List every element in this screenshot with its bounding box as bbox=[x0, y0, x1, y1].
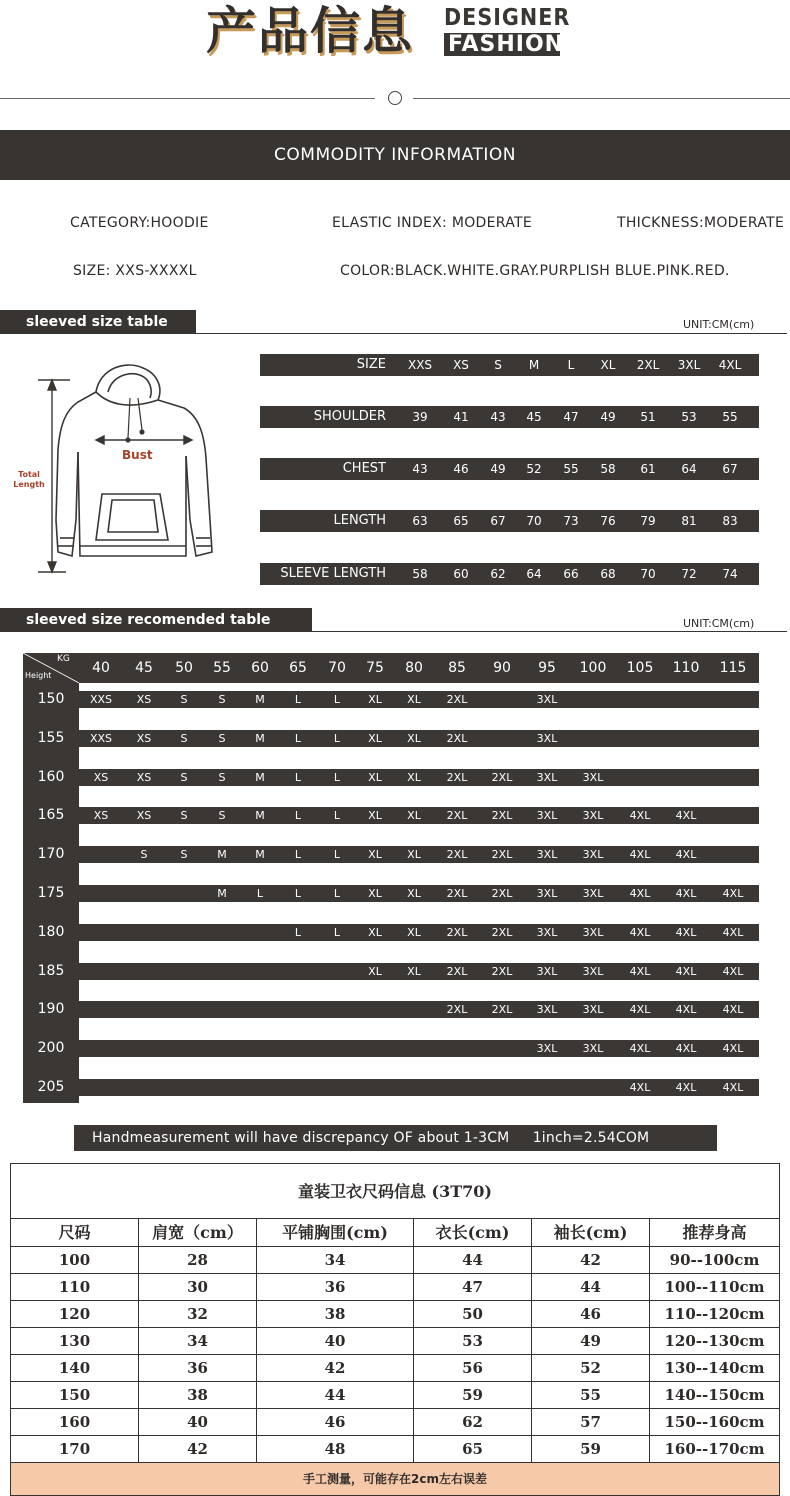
recommend-cell: 2XL bbox=[491, 1003, 513, 1016]
size-table-row bbox=[260, 563, 759, 585]
recommend-cell: S bbox=[180, 771, 188, 784]
recommend-cell: 4XL bbox=[722, 965, 744, 978]
kids-cell: 55 bbox=[532, 1382, 650, 1408]
kids-table-footer: 手工测量，可能存在2cm左右误差 bbox=[11, 1463, 779, 1495]
recommend-table-tab: sleeved size recomended table bbox=[0, 608, 312, 632]
recommend-cell: 3XL bbox=[582, 926, 604, 939]
size-cell: 81 bbox=[681, 514, 697, 528]
recommend-cell: 2XL bbox=[446, 926, 468, 939]
size-cell: 68 bbox=[600, 567, 616, 581]
size-table-unit: UNIT:CM(cm) bbox=[683, 318, 755, 331]
size-cell: 3XL bbox=[677, 358, 701, 372]
size-cell: 46 bbox=[453, 462, 469, 476]
kids-header-cell: 袖长(cm) bbox=[532, 1219, 650, 1246]
size-cell: 41 bbox=[453, 410, 469, 424]
size-cell: 67 bbox=[722, 462, 738, 476]
kids-cell: 47 bbox=[414, 1274, 532, 1300]
recommend-cell: XL bbox=[368, 771, 382, 784]
size-cell: 43 bbox=[490, 410, 506, 424]
info-size: SIZE: XXS-XXXXL bbox=[73, 263, 197, 279]
recommend-table-rule bbox=[0, 631, 787, 632]
recommend-cell: 2XL bbox=[491, 771, 513, 784]
recommend-cell: 3XL bbox=[536, 848, 558, 861]
recommend-cell: XS bbox=[93, 809, 109, 822]
height-value: 175 bbox=[37, 885, 65, 901]
kids-cell: 100--110cm bbox=[664, 1278, 765, 1296]
recommend-cell: 3XL bbox=[536, 693, 558, 706]
kg-header-cell: 55 bbox=[213, 660, 231, 676]
recommend-cell: S bbox=[180, 693, 188, 706]
kids-cell: 44 bbox=[532, 1274, 650, 1300]
size-cell: 61 bbox=[640, 462, 656, 476]
kg-corner-label: KG bbox=[57, 654, 70, 664]
table-row bbox=[11, 1247, 779, 1274]
size-cell: 51 bbox=[640, 410, 656, 424]
recommend-cell: M bbox=[217, 887, 227, 900]
recommend-cell: 2XL bbox=[446, 771, 468, 784]
recommend-cell: XS bbox=[93, 771, 109, 784]
height-corner-label: Height bbox=[25, 671, 52, 680]
kids-size-table bbox=[10, 1163, 780, 1496]
recommend-cell: 2XL bbox=[446, 887, 468, 900]
divider-left bbox=[0, 98, 375, 99]
height-value: 150 bbox=[37, 691, 65, 707]
recommend-cell: XL bbox=[407, 693, 421, 706]
recommend-cell: L bbox=[333, 771, 341, 784]
size-row-label: LENGTH bbox=[333, 513, 386, 528]
recommend-cell: S bbox=[218, 771, 226, 784]
size-cell: 76 bbox=[600, 514, 616, 528]
recommend-cell: 2XL bbox=[491, 887, 513, 900]
kg-header-cell: 40 bbox=[92, 660, 110, 676]
size-cell: 65 bbox=[453, 514, 469, 528]
recommend-cell: L bbox=[294, 926, 302, 939]
size-cell: 58 bbox=[412, 567, 428, 581]
bust-label: Bust bbox=[122, 448, 153, 462]
recommend-cell: 4XL bbox=[629, 926, 651, 939]
recommend-cell: 3XL bbox=[582, 809, 604, 822]
size-cell: 64 bbox=[526, 567, 542, 581]
size-cell: 43 bbox=[412, 462, 428, 476]
recommend-cell: 3XL bbox=[536, 1042, 558, 1055]
kids-cell: 38 bbox=[139, 1382, 257, 1408]
recommend-cell: 3XL bbox=[582, 1003, 604, 1016]
kids-cell: 53 bbox=[414, 1328, 532, 1354]
recommend-cell: 3XL bbox=[582, 887, 604, 900]
recommend-cell: M bbox=[255, 848, 265, 861]
kids-cell: 32 bbox=[139, 1301, 257, 1327]
recommend-cell: XS bbox=[136, 693, 152, 706]
size-table-row bbox=[260, 354, 759, 376]
recommend-cell: XL bbox=[407, 732, 421, 745]
recommend-cell: 4XL bbox=[722, 1003, 744, 1016]
recommend-cell: 2XL bbox=[446, 809, 468, 822]
recommend-cell: 4XL bbox=[629, 965, 651, 978]
recommend-cell: L bbox=[333, 926, 341, 939]
size-cell: 58 bbox=[600, 462, 616, 476]
recommend-cell: L bbox=[333, 887, 341, 900]
size-cell: 74 bbox=[722, 567, 738, 581]
recommend-cell: L bbox=[294, 693, 302, 706]
recommend-cell: XL bbox=[407, 848, 421, 861]
recommend-cell: 3XL bbox=[536, 809, 558, 822]
recommend-cell: XL bbox=[368, 926, 382, 939]
size-cell: 52 bbox=[526, 462, 542, 476]
kids-cell: 48 bbox=[257, 1436, 414, 1462]
kg-header-cell: 60 bbox=[251, 660, 269, 676]
kg-header-cell: 65 bbox=[289, 660, 307, 676]
recommend-cell: L bbox=[256, 887, 264, 900]
kids-cell: 110 bbox=[11, 1274, 139, 1300]
size-cell: 79 bbox=[640, 514, 656, 528]
recommend-cell: 3XL bbox=[582, 771, 604, 784]
recommend-cell: 3XL bbox=[536, 771, 558, 784]
recommend-cell: 4XL bbox=[722, 887, 744, 900]
recommend-cell: 2XL bbox=[491, 848, 513, 861]
size-cell: 55 bbox=[722, 410, 738, 424]
kids-cell: 59 bbox=[414, 1382, 532, 1408]
size-cell: XL bbox=[600, 358, 616, 372]
kids-cell: 110--120cm bbox=[664, 1305, 765, 1323]
kg-header-cell: 45 bbox=[135, 660, 153, 676]
recommend-cell: 4XL bbox=[722, 926, 744, 939]
kids-header-cell: 平铺胸围(cm) bbox=[257, 1219, 414, 1246]
recommend-cell: 4XL bbox=[675, 809, 697, 822]
commodity-info-band: COMMODITY INFORMATION bbox=[0, 130, 790, 180]
kids-cell: 65 bbox=[414, 1436, 532, 1462]
recommend-cell: XS bbox=[136, 771, 152, 784]
recommend-cell: L bbox=[294, 732, 302, 745]
kids-cell: 56 bbox=[414, 1355, 532, 1381]
size-cell: S bbox=[494, 358, 502, 372]
recommend-cell: 2XL bbox=[446, 693, 468, 706]
recommend-cell: 2XL bbox=[446, 732, 468, 745]
size-cell: 53 bbox=[681, 410, 697, 424]
recommend-cell: XXS bbox=[89, 693, 113, 706]
size-cell: 70 bbox=[640, 567, 656, 581]
recommend-cell: 2XL bbox=[491, 926, 513, 939]
recommend-cell: L bbox=[294, 848, 302, 861]
height-value: 155 bbox=[37, 730, 65, 746]
recommend-cell: XS bbox=[136, 732, 152, 745]
recommend-cell: 3XL bbox=[536, 887, 558, 900]
kg-header-cell: 50 bbox=[175, 660, 193, 676]
kg-header-cell: 95 bbox=[538, 660, 556, 676]
kids-header-cell: 尺码 bbox=[11, 1219, 139, 1246]
size-cell: 73 bbox=[563, 514, 579, 528]
kg-header-cell: 80 bbox=[405, 660, 423, 676]
size-cell: 45 bbox=[526, 410, 542, 424]
size-cell: 67 bbox=[490, 514, 506, 528]
size-cell: 2XL bbox=[636, 358, 660, 372]
size-cell: 49 bbox=[490, 462, 506, 476]
recommend-cell: XXS bbox=[89, 732, 113, 745]
recommend-cell: XL bbox=[368, 887, 382, 900]
size-table-row bbox=[260, 406, 759, 428]
divider-circle-icon bbox=[388, 91, 402, 105]
kids-cell: 34 bbox=[257, 1247, 414, 1273]
kids-header-cell: 肩宽（cm） bbox=[139, 1219, 257, 1246]
recommend-cell: S bbox=[218, 732, 226, 745]
size-cell: 4XL bbox=[718, 358, 742, 372]
size-cell: 72 bbox=[681, 567, 697, 581]
recommend-cell: 4XL bbox=[675, 1003, 697, 1016]
recommend-cell: 4XL bbox=[629, 809, 651, 822]
kids-cell: 150--160cm bbox=[664, 1413, 765, 1431]
kids-cell: 52 bbox=[532, 1355, 650, 1381]
size-row-label: SHOULDER bbox=[313, 409, 386, 424]
recommend-cell: XL bbox=[407, 809, 421, 822]
recommend-cell: 2XL bbox=[446, 965, 468, 978]
table-row bbox=[11, 1301, 779, 1328]
kids-cell: 150 bbox=[11, 1382, 139, 1408]
recommend-cell: 4XL bbox=[629, 1042, 651, 1055]
recommend-cell: 2XL bbox=[446, 848, 468, 861]
kids-cell: 42 bbox=[257, 1355, 414, 1381]
size-row-label: SIZE bbox=[356, 357, 386, 372]
size-table-tab: sleeved size table bbox=[0, 310, 196, 334]
table-row bbox=[11, 1409, 779, 1436]
kids-cell: 42 bbox=[139, 1436, 257, 1462]
size-row-label: SLEEVE LENGTH bbox=[280, 566, 386, 581]
kids-cell: 38 bbox=[257, 1301, 414, 1327]
kg-header-cell: 110 bbox=[672, 660, 700, 676]
recommend-cell: 3XL bbox=[536, 965, 558, 978]
kg-header-cell: 85 bbox=[448, 660, 466, 676]
recommend-table-unit: UNIT:CM(cm) bbox=[683, 617, 755, 630]
height-value: 200 bbox=[37, 1040, 65, 1056]
kids-cell: 40 bbox=[257, 1328, 414, 1354]
size-cell: XXS bbox=[407, 358, 433, 372]
recommend-cell: S bbox=[140, 848, 148, 861]
size-cell: 64 bbox=[681, 462, 697, 476]
recommend-cell: 3XL bbox=[536, 732, 558, 745]
table-row bbox=[11, 1274, 779, 1301]
recommend-cell: M bbox=[255, 771, 265, 784]
recommend-cell: L bbox=[333, 809, 341, 822]
recommend-cell: 2XL bbox=[491, 965, 513, 978]
kids-cell: 46 bbox=[257, 1409, 414, 1435]
kg-header-cell: 70 bbox=[328, 660, 346, 676]
size-cell: 70 bbox=[526, 514, 542, 528]
size-table-row bbox=[260, 458, 759, 480]
recommend-cell: 3XL bbox=[582, 848, 604, 861]
recommend-cell: 3XL bbox=[536, 1003, 558, 1016]
kg-header-row bbox=[23, 653, 759, 683]
kids-cell: 130--140cm bbox=[664, 1359, 765, 1377]
height-value: 190 bbox=[37, 1001, 65, 1017]
recommend-cell: 4XL bbox=[629, 848, 651, 861]
kg-header-cell: 115 bbox=[719, 660, 747, 676]
size-cell: 62 bbox=[490, 567, 506, 581]
designer-label: DESIGNER bbox=[444, 5, 571, 31]
recommend-cell: XL bbox=[368, 965, 382, 978]
info-color: COLOR:BLACK.WHITE.GRAY.PURPLISH BLUE.PINK.RED. bbox=[340, 263, 730, 279]
size-cell: 66 bbox=[563, 567, 579, 581]
recommend-cell: S bbox=[218, 693, 226, 706]
kids-cell: 130 bbox=[11, 1328, 139, 1354]
recommend-cell: XL bbox=[368, 732, 382, 745]
height-value: 180 bbox=[37, 924, 65, 940]
height-value: 205 bbox=[37, 1079, 65, 1095]
kids-cell: 140 bbox=[11, 1355, 139, 1381]
recommend-cell: L bbox=[333, 693, 341, 706]
info-thickness: THICKNESS:MODERATE bbox=[617, 215, 785, 231]
height-value: 170 bbox=[37, 846, 65, 862]
kids-cell: 42 bbox=[532, 1247, 650, 1273]
total-length-label: Total Length bbox=[13, 470, 45, 489]
recommend-cell: 2XL bbox=[491, 809, 513, 822]
recommend-cell: 4XL bbox=[629, 887, 651, 900]
table-row bbox=[11, 1436, 779, 1463]
recommend-cell: 4XL bbox=[675, 926, 697, 939]
size-cell: 63 bbox=[412, 514, 428, 528]
recommend-cell: 3XL bbox=[582, 1042, 604, 1055]
bust-arrow-icon bbox=[96, 436, 192, 444]
recommend-cell: L bbox=[333, 848, 341, 861]
recommend-cell: 2XL bbox=[446, 1003, 468, 1016]
kids-cell: 140--150cm bbox=[664, 1386, 765, 1404]
info-elastic: ELASTIC INDEX: MODERATE bbox=[332, 215, 532, 231]
kids-cell: 62 bbox=[414, 1409, 532, 1435]
recommend-cell: S bbox=[180, 732, 188, 745]
kids-header-cell: 衣长(cm) bbox=[414, 1219, 532, 1246]
size-cell: 49 bbox=[600, 410, 616, 424]
kids-table-title: 童装卫衣尺码信息 (3T70) bbox=[11, 1164, 779, 1219]
kids-cell: 34 bbox=[139, 1328, 257, 1354]
recommend-cell: XS bbox=[136, 809, 152, 822]
info-category: CATEGORY:HOODIE bbox=[70, 215, 209, 231]
recommend-cell: XL bbox=[368, 809, 382, 822]
recommend-cell: 3XL bbox=[536, 926, 558, 939]
recommend-cell: L bbox=[294, 887, 302, 900]
table-row bbox=[11, 1328, 779, 1355]
recommend-cell: 4XL bbox=[675, 965, 697, 978]
recommend-cell: 4XL bbox=[675, 848, 697, 861]
recommend-cell: L bbox=[333, 732, 341, 745]
kids-cell: 40 bbox=[139, 1409, 257, 1435]
kids-cell: 170 bbox=[11, 1436, 139, 1462]
recommend-cell: M bbox=[255, 693, 265, 706]
kids-cell: 90--100cm bbox=[669, 1251, 760, 1269]
recommend-cell: 4XL bbox=[722, 1042, 744, 1055]
kids-cell: 36 bbox=[257, 1274, 414, 1300]
recommend-cell: XL bbox=[407, 771, 421, 784]
page-title-cn: 产品信息 bbox=[206, 1, 414, 60]
size-row-label: CHEST bbox=[342, 461, 386, 476]
kids-cell: 160--170cm bbox=[664, 1440, 765, 1458]
size-table-rule bbox=[0, 333, 787, 334]
kg-header-cell: 90 bbox=[493, 660, 511, 676]
size-cell: M bbox=[528, 358, 540, 372]
kids-table-body bbox=[11, 1247, 779, 1463]
recommend-cell: M bbox=[255, 809, 265, 822]
kids-cell: 49 bbox=[532, 1328, 650, 1354]
size-cell: XS bbox=[453, 358, 469, 372]
kids-cell: 30 bbox=[139, 1274, 257, 1300]
kids-cell: 36 bbox=[139, 1355, 257, 1381]
kids-header-cell: 推荐身高 bbox=[682, 1223, 747, 1242]
recommend-cell: XL bbox=[407, 926, 421, 939]
fashion-label: FASHION bbox=[444, 33, 560, 56]
recommend-cell: S bbox=[180, 848, 188, 861]
kids-cell: 50 bbox=[414, 1301, 532, 1327]
kids-cell: 120 bbox=[11, 1301, 139, 1327]
kids-cell: 160 bbox=[11, 1409, 139, 1435]
measurement-note: Handmeasurement will have discrepancy OF about 1-3CM 1inch=2.54COM bbox=[74, 1125, 717, 1151]
recommend-cell: L bbox=[294, 771, 302, 784]
recommend-cell: 4XL bbox=[675, 1081, 697, 1094]
kids-cell: 57 bbox=[532, 1409, 650, 1435]
kg-header-cell: 100 bbox=[579, 660, 607, 676]
kids-cell: 44 bbox=[257, 1382, 414, 1408]
height-value: 185 bbox=[37, 963, 65, 979]
kg-header-cell: 105 bbox=[626, 660, 654, 676]
kids-cell: 120--130cm bbox=[664, 1332, 765, 1350]
kids-cell: 28 bbox=[139, 1247, 257, 1273]
size-cell: 39 bbox=[412, 410, 428, 424]
size-cell: 47 bbox=[563, 410, 579, 424]
recommend-cell: M bbox=[217, 848, 227, 861]
table-row bbox=[11, 1382, 779, 1409]
kids-cell: 44 bbox=[414, 1247, 532, 1273]
recommend-cell: 4XL bbox=[675, 1042, 697, 1055]
height-value: 165 bbox=[37, 807, 65, 823]
size-cell: L bbox=[567, 358, 575, 372]
recommend-cell: XL bbox=[407, 965, 421, 978]
table-row bbox=[11, 1355, 779, 1382]
divider-right bbox=[413, 98, 790, 99]
size-cell: 83 bbox=[722, 514, 738, 528]
recommend-cell: 3XL bbox=[582, 965, 604, 978]
kg-header-cell: 75 bbox=[366, 660, 384, 676]
recommend-cell: L bbox=[294, 809, 302, 822]
recommend-cell: 4XL bbox=[629, 1003, 651, 1016]
kids-cell: 59 bbox=[532, 1436, 650, 1462]
recommend-cell: XL bbox=[407, 887, 421, 900]
recommend-cell: S bbox=[218, 809, 226, 822]
recommend-cell: 4XL bbox=[675, 887, 697, 900]
kids-cell: 46 bbox=[532, 1301, 650, 1327]
recommend-cell: M bbox=[255, 732, 265, 745]
size-cell: 55 bbox=[563, 462, 579, 476]
size-cell: 60 bbox=[453, 567, 469, 581]
recommend-cell: 4XL bbox=[629, 1081, 651, 1094]
kids-cell: 100 bbox=[11, 1247, 139, 1273]
recommend-cell: XL bbox=[368, 693, 382, 706]
recommend-cell: 4XL bbox=[722, 1081, 744, 1094]
recommend-cell: S bbox=[180, 809, 188, 822]
size-table-row bbox=[260, 510, 759, 532]
recommend-cell: XL bbox=[368, 848, 382, 861]
height-value: 160 bbox=[37, 769, 65, 785]
kids-table-header bbox=[11, 1219, 779, 1247]
